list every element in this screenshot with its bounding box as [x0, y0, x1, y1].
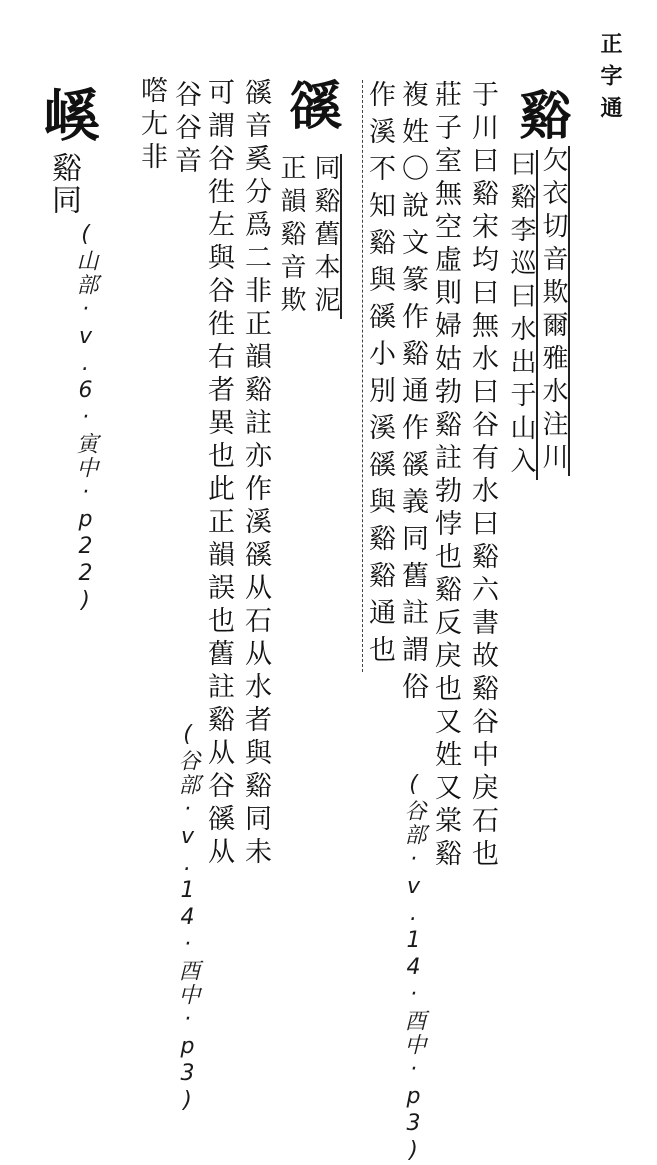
- book-title: 正字通: [597, 32, 622, 128]
- entry-line: 谷谷音: [170, 80, 201, 179]
- entry-line: 于川曰谿宋均曰無水曰谷有水曰谿六書故谿谷中戾石也: [467, 80, 498, 872]
- entry-line: 㗳尢非: [136, 76, 167, 175]
- entry-line: 莊子室無空虛則婦姑勃谿註勃悖也谿反戾也又姓又棠谿: [430, 80, 461, 872]
- entry-line: 欠衣切音欺爾雅水注川: [538, 146, 568, 476]
- source-annotation: (谷部·v.14·酉中·p3): [401, 772, 426, 1165]
- entry-line: 曰谿李巡曰水出于山入: [506, 150, 536, 480]
- entry-line: 同谿舊本泥: [310, 154, 340, 319]
- entry-line: 可謂谷徃左與谷徃右者異也此正韻誤也舊註谿从谷豀从: [203, 78, 234, 870]
- entry-line: 複姓〇說文篆作谿通作豀義同舊註謂俗: [397, 80, 428, 709]
- entry-head-char: 谿: [510, 88, 571, 140]
- entry-line: 作溪不知谿與豀小別溪豀與谿谿通也: [364, 80, 395, 672]
- source-annotation: (谷部·v.14·酉中·p3): [175, 722, 200, 1115]
- entry-line: 豀音奚分爲二非正韻谿註亦作溪豀从石从水者與谿同未: [240, 78, 271, 870]
- entry-head-char: 豀: [280, 78, 341, 130]
- entry-line: 谿同: [46, 152, 81, 216]
- entry-head-char: 嵠: [35, 86, 101, 142]
- entry-line: 正韻谿音欺: [276, 154, 306, 319]
- source-annotation: (山部·v.6·寅中·p22): [73, 222, 98, 615]
